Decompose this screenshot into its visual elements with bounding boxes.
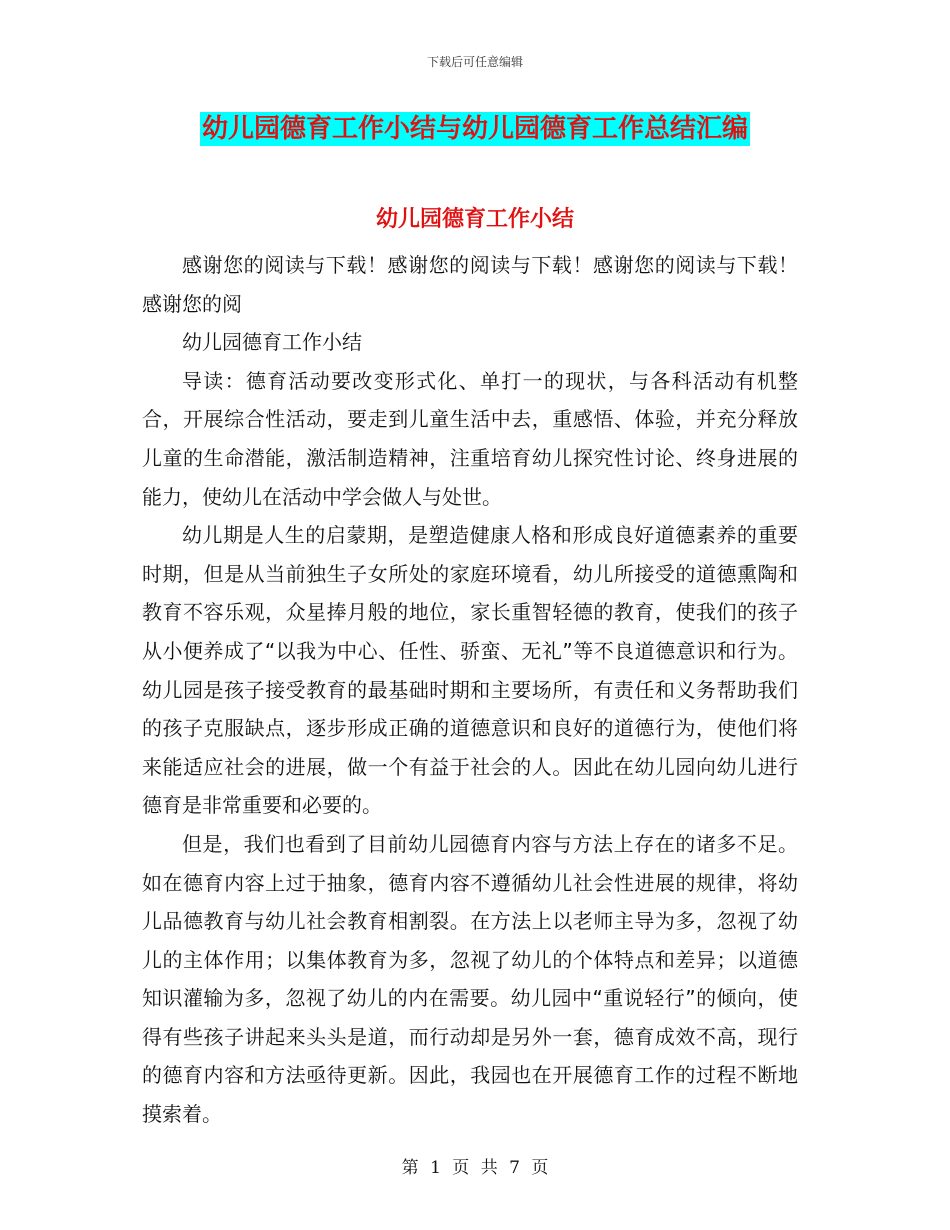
- page-header-note: 下载后可任意编辑: [426, 55, 523, 69]
- document-title: 幼儿园德育工作小结与幼儿园德育工作总结汇编: [201, 114, 748, 144]
- document-title-container: [0, 112, 950, 146]
- paragraph: 感谢您的阅读与下载！感谢您的阅读与下载！感谢您的阅读与下载！感谢您的阅: [142, 253, 798, 316]
- document-body: [142, 246, 798, 1134]
- paragraph: 幼儿园德育工作小结: [182, 330, 362, 355]
- section-title: 幼儿园德育工作小结: [375, 207, 574, 232]
- paragraph: 导读：德育活动要改变形式化、单打一的现状，与各科活动有机整合，开展综合性活动，要走到儿童生活中去，重感悟、体验，并充分释放儿童的生命潜能，激活制造精神，注重培育幼儿探究性讨论、终身进展的能力，使幼儿在活动中学会做人与处世。: [142, 368, 798, 509]
- page-number: 第 1 页 共 7 页: [401, 1158, 549, 1178]
- paragraph: 幼儿期是人生的启蒙期，是塑造健康人格和形成良好道德素养的重要时期，但是从当前独生子女所处的家庭环境看，幼儿所接受的道德熏陶和教育不容乐观，众星捧月般的地位，家长重智轻德的教育，使我们的孩子从小便养成了“以我为中心、任性、骄蛮、无礼”等不良道德意识和行为。幼儿园是孩子接受教育的最基础时期和主要场所，有责任和义务帮助我们的孩子克服缺点，逐步形成正确的道德意识和良好的道德行为，使他们将来能适应社会的进展，做一个有益于社会的人。因此在幼儿园向幼儿进行德育是非常重要和必要的。: [142, 523, 798, 818]
- paragraph: 但是，我们也看到了目前幼儿园德育内容与方法上存在的诸多不足。如在德育内容上过于抽象，德育内容不遵循幼儿社会性进展的规律，将幼儿品德教育与幼儿社会教育相割裂。在方法上以老师主导为多，忽视了幼儿的主体作用；以集体教育为多，忽视了幼儿的个体特点和差异；以道德知识灌输为多，忽视了幼儿的内在需要。幼儿园中“重说轻行”的倾向，使得有些孩子讲起来头头是道，而行动却是另外一套，德育成效不高，现行的德育内容和方法亟待更新。因此，我园也在开展德育工作的过程不断地摸索着。: [142, 831, 798, 1127]
